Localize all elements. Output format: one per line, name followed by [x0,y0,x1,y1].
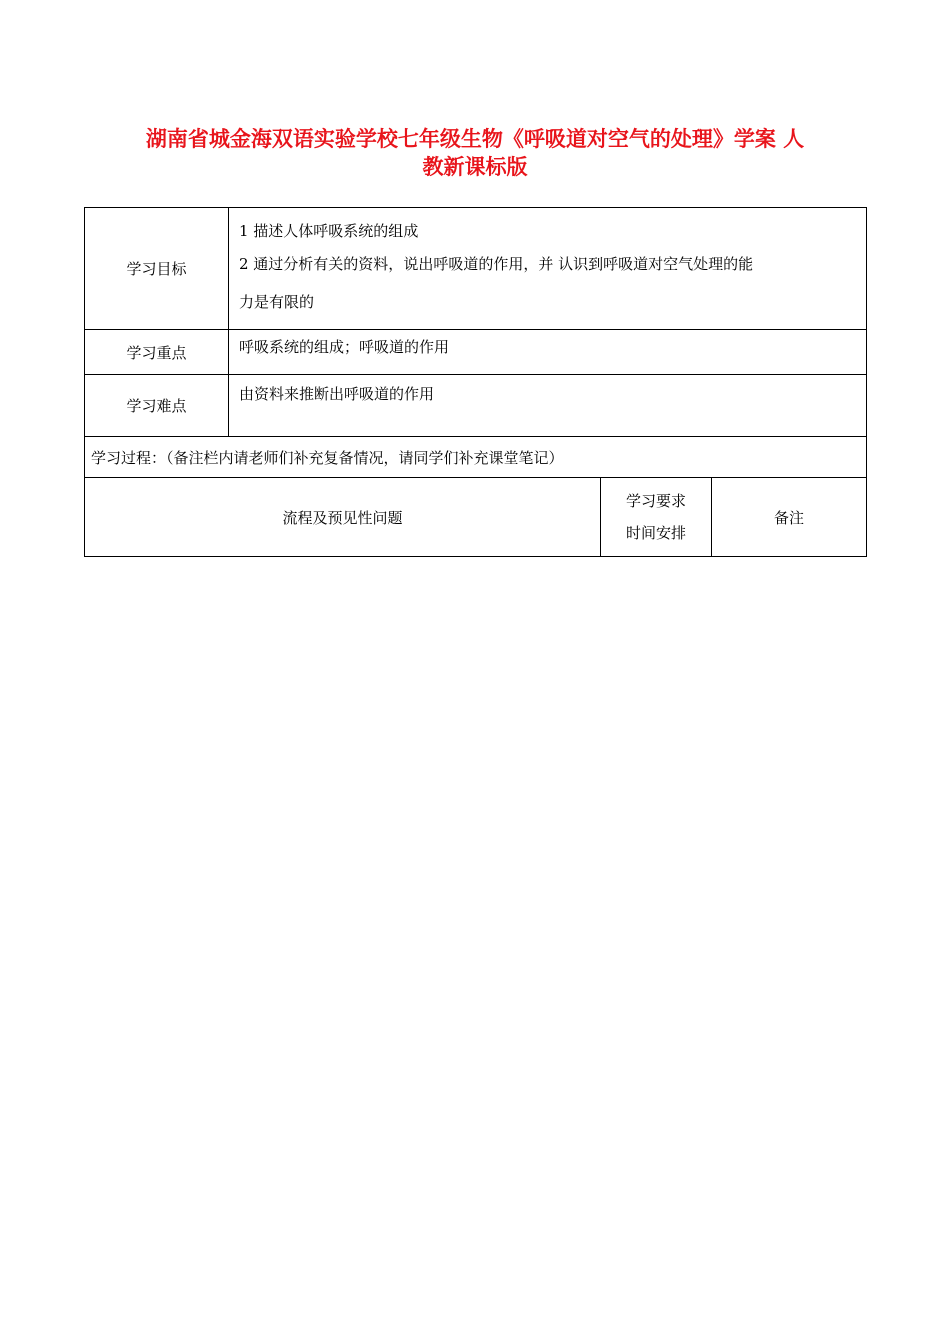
learning-goals-row [85,208,867,330]
learning-goals-content [229,208,867,330]
difficulties-row [85,375,867,437]
requirements-header-line-2: 时间安排 [625,524,686,542]
learning-goal-item-2-continued: 力是有限的 [239,292,315,311]
document-title-line-2: 教新课标版 [422,155,528,179]
key-points-content: 呼吸系统的组成；呼吸道的作用 [229,330,867,375]
flow-column-header: 流程及预见性问题 [85,478,601,557]
key-points-label: 学习重点 [85,330,229,375]
difficulties-content: 由资料来推断出呼吸道的作用 [229,375,867,437]
document-title-line-1: 湖南省城金海双语实验学校七年级生物《呼吸道对空气的处理》学案 人 [145,127,805,151]
learning-process-row [85,437,867,478]
learning-goal-item-1: 1 描述人体呼吸系统的组成 [239,221,419,240]
column-header-row [85,478,867,557]
learning-goals-label: 学习目标 [85,208,229,330]
learning-process-content: 学习过程：（备注栏内请老师们补充复备情况，请同学们补充课堂笔记） [85,437,867,478]
key-points-row [85,330,867,375]
study-plan-table [84,207,867,557]
requirements-column-header [601,478,712,557]
requirements-header-line-1: 学习要求 [625,492,686,510]
notes-column-header: 备注 [712,478,867,557]
learning-goal-item-2: 2 通过分析有关的资料，说出呼吸道的作用，并 认识到呼吸道对空气处理的能 [239,254,754,273]
difficulties-label: 学习难点 [85,375,229,437]
document-title [85,125,865,181]
